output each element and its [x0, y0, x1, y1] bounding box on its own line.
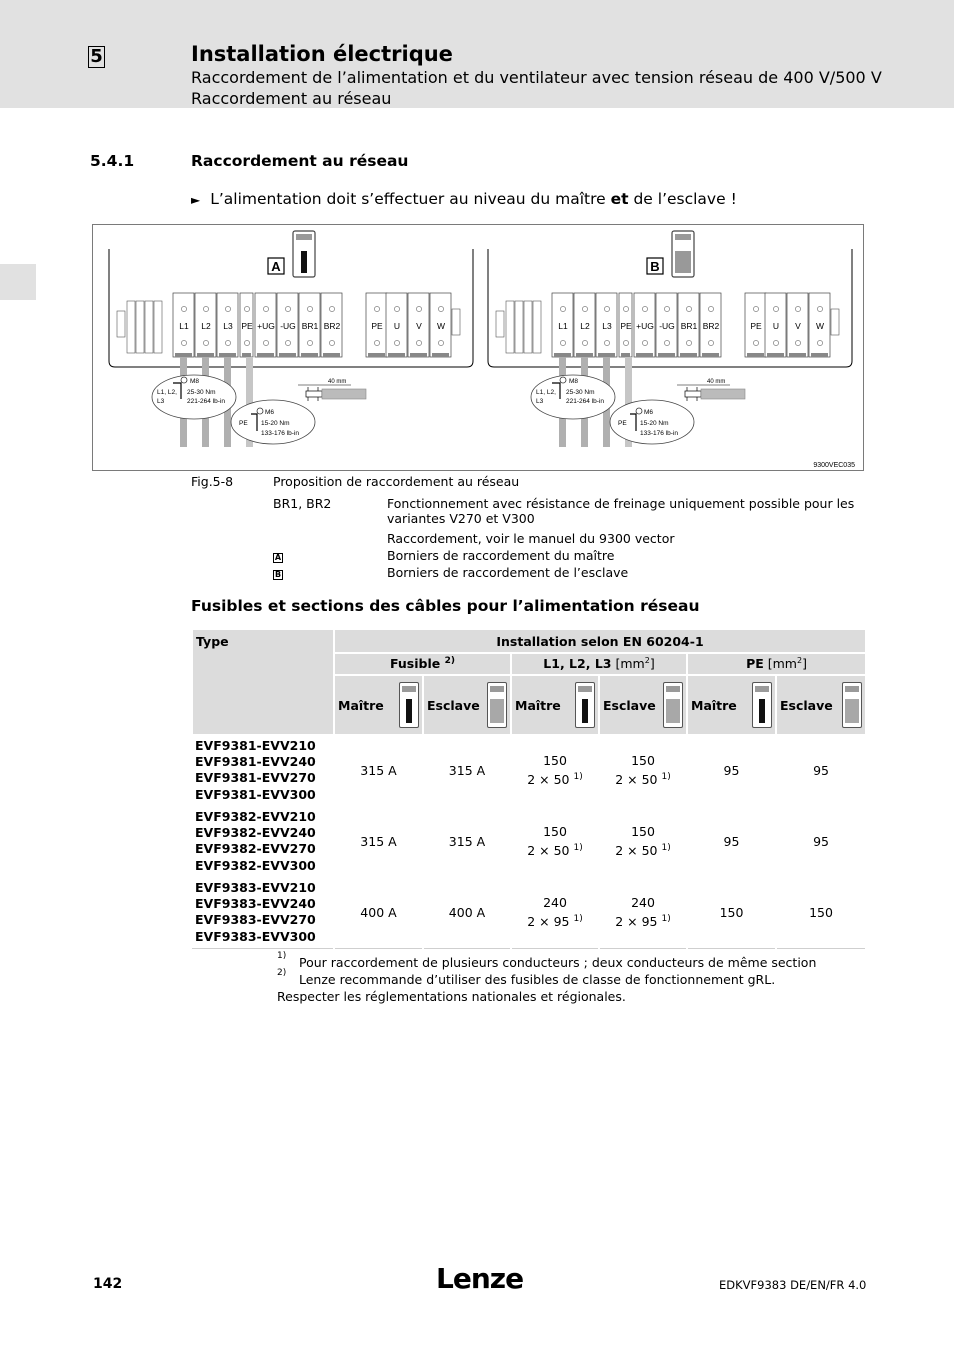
- box-a-icon: A: [274, 553, 282, 562]
- terminal-label: L1: [558, 321, 568, 331]
- device-icon-box: [675, 251, 691, 273]
- fuse-slave-cell: 315 A: [423, 806, 511, 877]
- fuse-slave-cell: 400 A: [423, 877, 511, 948]
- terminal-base: [747, 353, 764, 357]
- type-name: EVF9382-EVV300: [195, 857, 316, 873]
- role-slave-3: [599, 675, 687, 735]
- slave-device-icon: [487, 682, 507, 728]
- pe-slave-cell: 150: [776, 877, 866, 948]
- terminal-base: [680, 353, 697, 357]
- footnote-ref: 1): [661, 771, 671, 782]
- terminal-base: [219, 353, 236, 357]
- small-terminal: [524, 301, 532, 353]
- key-b-text: Borniers de raccordement de l’esclave: [387, 565, 629, 580]
- terminal-panel-0: [109, 231, 473, 447]
- section-double: [512, 840, 598, 859]
- callout-pe-torque-imperial: 133-176 lb-in: [640, 430, 678, 437]
- section-double-value: 2 × 50: [615, 772, 658, 788]
- section-double-value: 2 × 95: [527, 914, 570, 930]
- group-pe-label: PE: [746, 656, 764, 672]
- terminal-base: [432, 353, 449, 357]
- br-key: BR1, BR2: [273, 496, 332, 511]
- small-terminal: [127, 301, 135, 353]
- type-name: EVF9383-EVV300: [195, 928, 316, 944]
- cable-core: [306, 391, 322, 397]
- callout-pe-torque: 15-20 Nm: [640, 420, 669, 427]
- pe-slave-cell: 95: [776, 806, 866, 877]
- instruction-text: L’alimentation doit s’effectuer au niveau du maître: [210, 190, 611, 208]
- terminal-label: U: [393, 321, 401, 331]
- terminal-label: L2: [580, 321, 590, 331]
- l-master-cell: [511, 877, 599, 948]
- chapter-title: Installation électrique: [191, 42, 453, 66]
- terminal-base: [388, 353, 405, 357]
- chapter-number: 5: [88, 46, 105, 68]
- section-single: 240: [631, 895, 655, 911]
- terminal-label: L3: [223, 321, 233, 331]
- section-double-value: 2 × 50: [527, 843, 570, 859]
- footnote-ref: 1): [661, 914, 671, 925]
- type-name: EVF9382-EVV210: [195, 809, 316, 824]
- section-double-value: 2 × 50: [615, 843, 658, 859]
- page-number: 142: [93, 1276, 123, 1292]
- terminal-base: [621, 353, 630, 357]
- group-l-unit-end: ]: [649, 656, 655, 672]
- small-terminal: [136, 301, 144, 353]
- pe-master-cell: 95: [687, 735, 776, 806]
- cable-core: [685, 391, 701, 397]
- footnote-ref: 1): [661, 842, 671, 853]
- group-pe-exp: 2: [796, 656, 803, 666]
- section-double: [600, 840, 686, 859]
- pe-slave-cell: 95: [776, 735, 866, 806]
- terminal-base: [301, 353, 318, 357]
- small-terminal: [145, 301, 153, 353]
- header-subtitle: Raccordement de l’alimentation et du ventilateur avec tension réseau de 400 V/500 V: [191, 68, 882, 87]
- callout-torque: 25-30 Nm: [187, 389, 216, 396]
- slave-device-icon: [842, 682, 862, 728]
- terminal-label: PE: [371, 321, 383, 331]
- fuse-table: [191, 628, 867, 949]
- group-pe-unit-end: ]: [802, 656, 807, 672]
- group-l: [511, 653, 687, 675]
- br-text: Fonctionnement avec résistance de freinage uniquement possible pour les: [387, 496, 855, 511]
- instruction: [191, 190, 737, 208]
- small-terminal-end: [496, 311, 504, 337]
- terminal-label: PE: [241, 321, 253, 331]
- group-fuse: [334, 653, 511, 675]
- col-install: Installation selon EN 60204-1: [334, 629, 866, 653]
- header-band: [0, 0, 954, 108]
- terminal-label: W: [815, 321, 825, 331]
- terminal-base: [576, 353, 593, 357]
- small-terminal: [533, 301, 541, 353]
- type-name: EVF9381-EVV240: [195, 754, 316, 770]
- table-row: [192, 806, 866, 877]
- section-single: 150: [543, 752, 567, 768]
- section-double: [600, 911, 686, 930]
- callout-terminals-2: L3: [536, 398, 544, 405]
- callout-terminals: L1, L2,: [536, 389, 556, 396]
- type-name: EVF9381-EVV270: [195, 770, 316, 786]
- terminal-label: W: [436, 321, 446, 331]
- callout-pe-torque-imperial: 133-176 lb-in: [261, 430, 299, 437]
- callout-pe-torque: 15-20 Nm: [261, 420, 290, 427]
- terminal-label: BR1: [301, 321, 319, 331]
- type-name: EVF9382-EVV270: [195, 841, 316, 857]
- group-pe-unit: [mm: [767, 656, 797, 672]
- role-slave-1: [423, 675, 511, 735]
- section-double-value: 2 × 50: [527, 772, 570, 788]
- role-label: Esclave: [603, 697, 656, 713]
- fig-label: Fig.5-8: [191, 474, 234, 489]
- terminal-label: PE: [620, 321, 632, 331]
- small-terminal: [515, 301, 523, 353]
- terminal-base: [811, 353, 828, 357]
- role-label: Esclave: [780, 697, 833, 713]
- key-a: [273, 548, 283, 563]
- terminal-base: [554, 353, 571, 357]
- type-cell: [192, 806, 334, 877]
- callout-torque-imperial: 221-264 lb-in: [566, 398, 604, 405]
- small-terminal: [154, 301, 162, 353]
- group-pe: [687, 653, 866, 675]
- callout-torque: 25-30 Nm: [566, 389, 595, 396]
- terminal-base: [636, 353, 653, 357]
- callout-terminals: L1, L2,: [157, 389, 177, 396]
- terminal-label: L1: [179, 321, 189, 331]
- footnote-2-mark: 2): [277, 968, 287, 978]
- terminal-label: +UG: [636, 321, 654, 331]
- type-name: EVF9381-EVV300: [195, 786, 316, 802]
- panel-label: B: [650, 259, 660, 274]
- slave-device-icon: [663, 682, 683, 728]
- terminal-diagram: [93, 225, 865, 472]
- footnote-ref: 1): [573, 771, 583, 782]
- group-l-exp: 2: [644, 656, 650, 666]
- footnote-ref: 1): [573, 842, 583, 853]
- terminal-panel-1: [488, 231, 852, 447]
- callout-bolt: M8: [569, 378, 579, 385]
- callout-terminals-2: L3: [157, 398, 165, 405]
- header-subsection: Raccordement au réseau: [191, 89, 392, 108]
- fuse-slave-cell: 315 A: [423, 735, 511, 806]
- panel-label: A: [271, 259, 281, 274]
- fuse-master-cell: 315 A: [334, 735, 423, 806]
- footnote-note: Respecter les réglementations nationales et régionales.: [277, 989, 626, 1004]
- callout-torque-imperial: 221-264 lb-in: [187, 398, 225, 405]
- lenze-logo: Lenze: [436, 1262, 524, 1295]
- small-terminal-end: [117, 311, 125, 337]
- footnote-1-mark: 1): [277, 951, 287, 961]
- terminal-base: [257, 353, 274, 357]
- terminal-base: [197, 353, 214, 357]
- section-single: 240: [543, 895, 567, 911]
- callout-pe-bolt: M6: [265, 409, 275, 416]
- terminal-base: [702, 353, 719, 357]
- role-master-2: [511, 675, 599, 735]
- master-device-icon: [399, 682, 419, 728]
- wiring-figure: [92, 224, 864, 471]
- role-slave-5: [776, 675, 866, 735]
- section-double: [600, 769, 686, 788]
- col-type: Type: [192, 629, 334, 735]
- role-master-0: [334, 675, 423, 735]
- br-text-3: Raccordement, voir le manuel du 9300 vector: [387, 531, 675, 546]
- doc-reference: EDKVF9383 DE/EN/FR 4.0: [719, 1278, 867, 1292]
- type-name: EVF9383-EVV210: [195, 880, 316, 895]
- master-device-icon: [575, 682, 595, 728]
- strip-length: 40 mm: [707, 379, 726, 385]
- arrow-icon: ►: [191, 193, 201, 207]
- type-cell: [192, 877, 334, 948]
- role-master-4: [687, 675, 776, 735]
- cable-jacket: [701, 389, 745, 399]
- device-icon-bar: [301, 251, 307, 273]
- terminal-base: [175, 353, 192, 357]
- instruction-bold: et: [610, 190, 629, 208]
- section-single: 150: [631, 823, 655, 839]
- section-title: Raccordement au réseau: [191, 152, 409, 170]
- side-tab: [0, 264, 36, 300]
- section-single: 150: [543, 823, 567, 839]
- table-row: [192, 735, 866, 806]
- role-label: Maître: [515, 697, 561, 713]
- terminal-label: L2: [201, 321, 211, 331]
- l-slave-cell: [599, 806, 687, 877]
- terminal-base: [658, 353, 675, 357]
- fig-title: Proposition de raccordement au réseau: [273, 474, 520, 489]
- instruction-text-end: de l’esclave !: [628, 190, 737, 208]
- role-label: Maître: [338, 697, 384, 713]
- terminal-base: [368, 353, 385, 357]
- terminal-base: [323, 353, 340, 357]
- br-text-2: variantes V270 et V300: [387, 511, 535, 526]
- small-terminal: [506, 301, 514, 353]
- callout-pe-terminal: PE: [239, 420, 248, 427]
- l-slave-cell: [599, 877, 687, 948]
- terminal-base: [242, 353, 251, 357]
- role-label: Maître: [691, 697, 737, 713]
- terminal-label: V: [416, 321, 422, 331]
- terminal-label: V: [795, 321, 801, 331]
- fuses-heading: Fusibles et sections des câbles pour l’alimentation réseau: [191, 597, 700, 615]
- key-a-text: Borniers de raccordement du maître: [387, 548, 615, 563]
- device-icon-top: [296, 234, 312, 240]
- type-cell: [192, 735, 334, 806]
- terminal-base: [789, 353, 806, 357]
- type-name: EVF9381-EVV210: [195, 738, 316, 753]
- footnote-2-text: Lenze recommande d’utiliser des fusibles de classe de fonctionnement gRL.: [299, 972, 776, 987]
- l-master-cell: [511, 735, 599, 806]
- terminal-label: -UG: [659, 321, 675, 331]
- l-master-cell: [511, 806, 599, 877]
- type-name: EVF9382-EVV240: [195, 825, 316, 841]
- section-number: 5.4.1: [90, 152, 135, 170]
- fuse-master-cell: 400 A: [334, 877, 423, 948]
- terminal-base: [767, 353, 784, 357]
- small-terminal-end: [452, 309, 460, 335]
- terminal-label: BR2: [702, 321, 720, 331]
- master-device-icon: [752, 682, 772, 728]
- terminal-base: [598, 353, 615, 357]
- terminal-label: L3: [602, 321, 612, 331]
- terminal-label: -UG: [280, 321, 296, 331]
- terminal-label: PE: [750, 321, 762, 331]
- small-terminal-end: [831, 309, 839, 335]
- footnote-ref: 1): [573, 914, 583, 925]
- terminal-label: +UG: [257, 321, 275, 331]
- section-single: 150: [631, 752, 655, 768]
- strip-length: 40 mm: [328, 379, 347, 385]
- device-icon-top: [675, 234, 691, 240]
- footnote-1: [277, 951, 817, 970]
- section-double: [512, 769, 598, 788]
- pe-master-cell: 95: [687, 806, 776, 877]
- box-b-icon: B: [274, 570, 282, 579]
- terminal-label: BR2: [323, 321, 341, 331]
- callout-pe-terminal: PE: [618, 420, 627, 427]
- type-name: EVF9383-EVV240: [195, 896, 316, 912]
- footnote-2: [277, 968, 776, 987]
- fuse-sup: 2): [444, 656, 455, 667]
- footnote-1-text: Pour raccordement de plusieurs conducteurs ; deux conducteurs de même section: [299, 955, 817, 970]
- terminal-label: BR1: [680, 321, 698, 331]
- role-label: Esclave: [427, 697, 480, 713]
- section-double: [512, 911, 598, 930]
- group-l-unit: [mm: [615, 656, 645, 672]
- group-fuse-label: Fusible: [389, 656, 441, 672]
- terminal-base: [410, 353, 427, 357]
- fuse-master-cell: 315 A: [334, 806, 423, 877]
- pe-master-cell: 150: [687, 877, 776, 948]
- group-l-label: L1, L2, L3: [543, 656, 612, 672]
- table-row: [192, 877, 866, 948]
- l-slave-cell: [599, 735, 687, 806]
- image-code: 9300VEC035: [813, 462, 855, 469]
- cable-jacket: [322, 389, 366, 399]
- section-double-value: 2 × 95: [615, 914, 658, 930]
- callout-pe-bolt: M6: [644, 409, 654, 416]
- terminal-base: [279, 353, 296, 357]
- terminal-label: U: [772, 321, 780, 331]
- callout-bolt: M8: [190, 378, 200, 385]
- key-b: [273, 565, 283, 580]
- type-name: EVF9383-EVV270: [195, 912, 316, 928]
